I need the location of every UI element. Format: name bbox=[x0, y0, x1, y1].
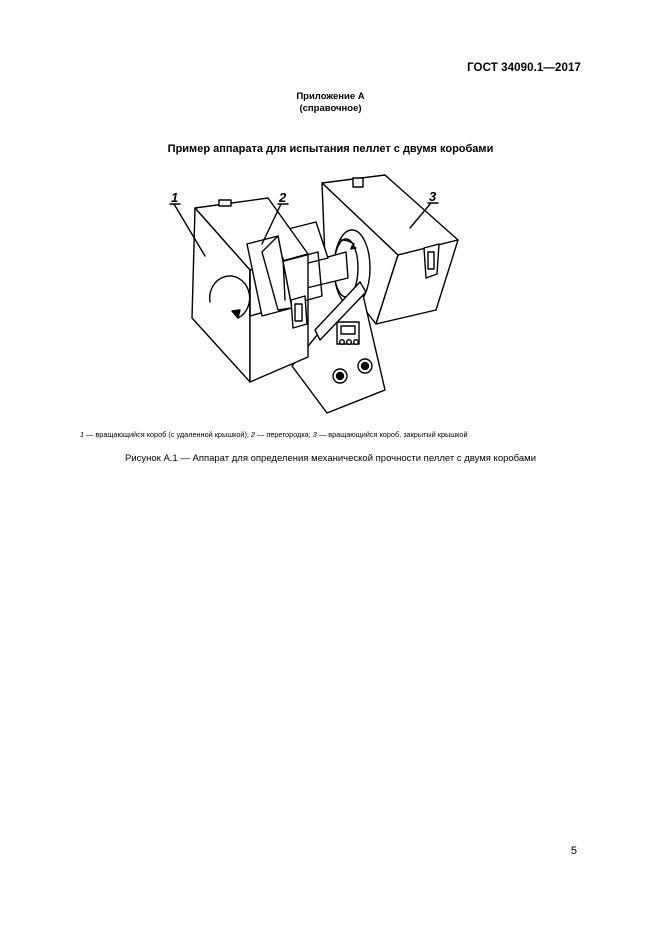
appendix-title: Приложение А bbox=[296, 91, 365, 102]
latch-front-inner bbox=[428, 252, 434, 269]
appendix-subtitle: (справочное) bbox=[299, 103, 362, 114]
legend-num-1: 1 bbox=[80, 430, 85, 439]
legend-text-1: — вращающийся короб (с удаленной крышкой); bbox=[84, 430, 251, 439]
figure-legend bbox=[80, 430, 468, 439]
legend-num-2: 2 bbox=[251, 430, 256, 439]
apparatus-figure bbox=[150, 168, 480, 423]
latch-top bbox=[353, 178, 363, 187]
page-number: 5 bbox=[570, 845, 577, 857]
hinge bbox=[219, 200, 231, 206]
section-heading: Пример аппарата для испытания пеллет с двумя коробами bbox=[167, 143, 494, 155]
standard-number: ГОСТ 34090.1—2017 bbox=[467, 62, 581, 74]
legend-text-2: — перегородка; bbox=[255, 430, 313, 439]
figure-caption: Рисунок А.1 — Аппарат для определения механической прочности пеллет с двумя коробами bbox=[124, 453, 537, 464]
display-screen bbox=[341, 326, 355, 334]
legend-num-3: 3 bbox=[312, 430, 317, 439]
callout-1: 1 bbox=[171, 190, 179, 205]
callout-2: 2 bbox=[279, 190, 287, 205]
callout-3: 3 bbox=[429, 189, 437, 204]
front-latch bbox=[291, 296, 307, 328]
legend-text-3: — вращающийся короб, закрытый крышкой bbox=[316, 430, 468, 439]
